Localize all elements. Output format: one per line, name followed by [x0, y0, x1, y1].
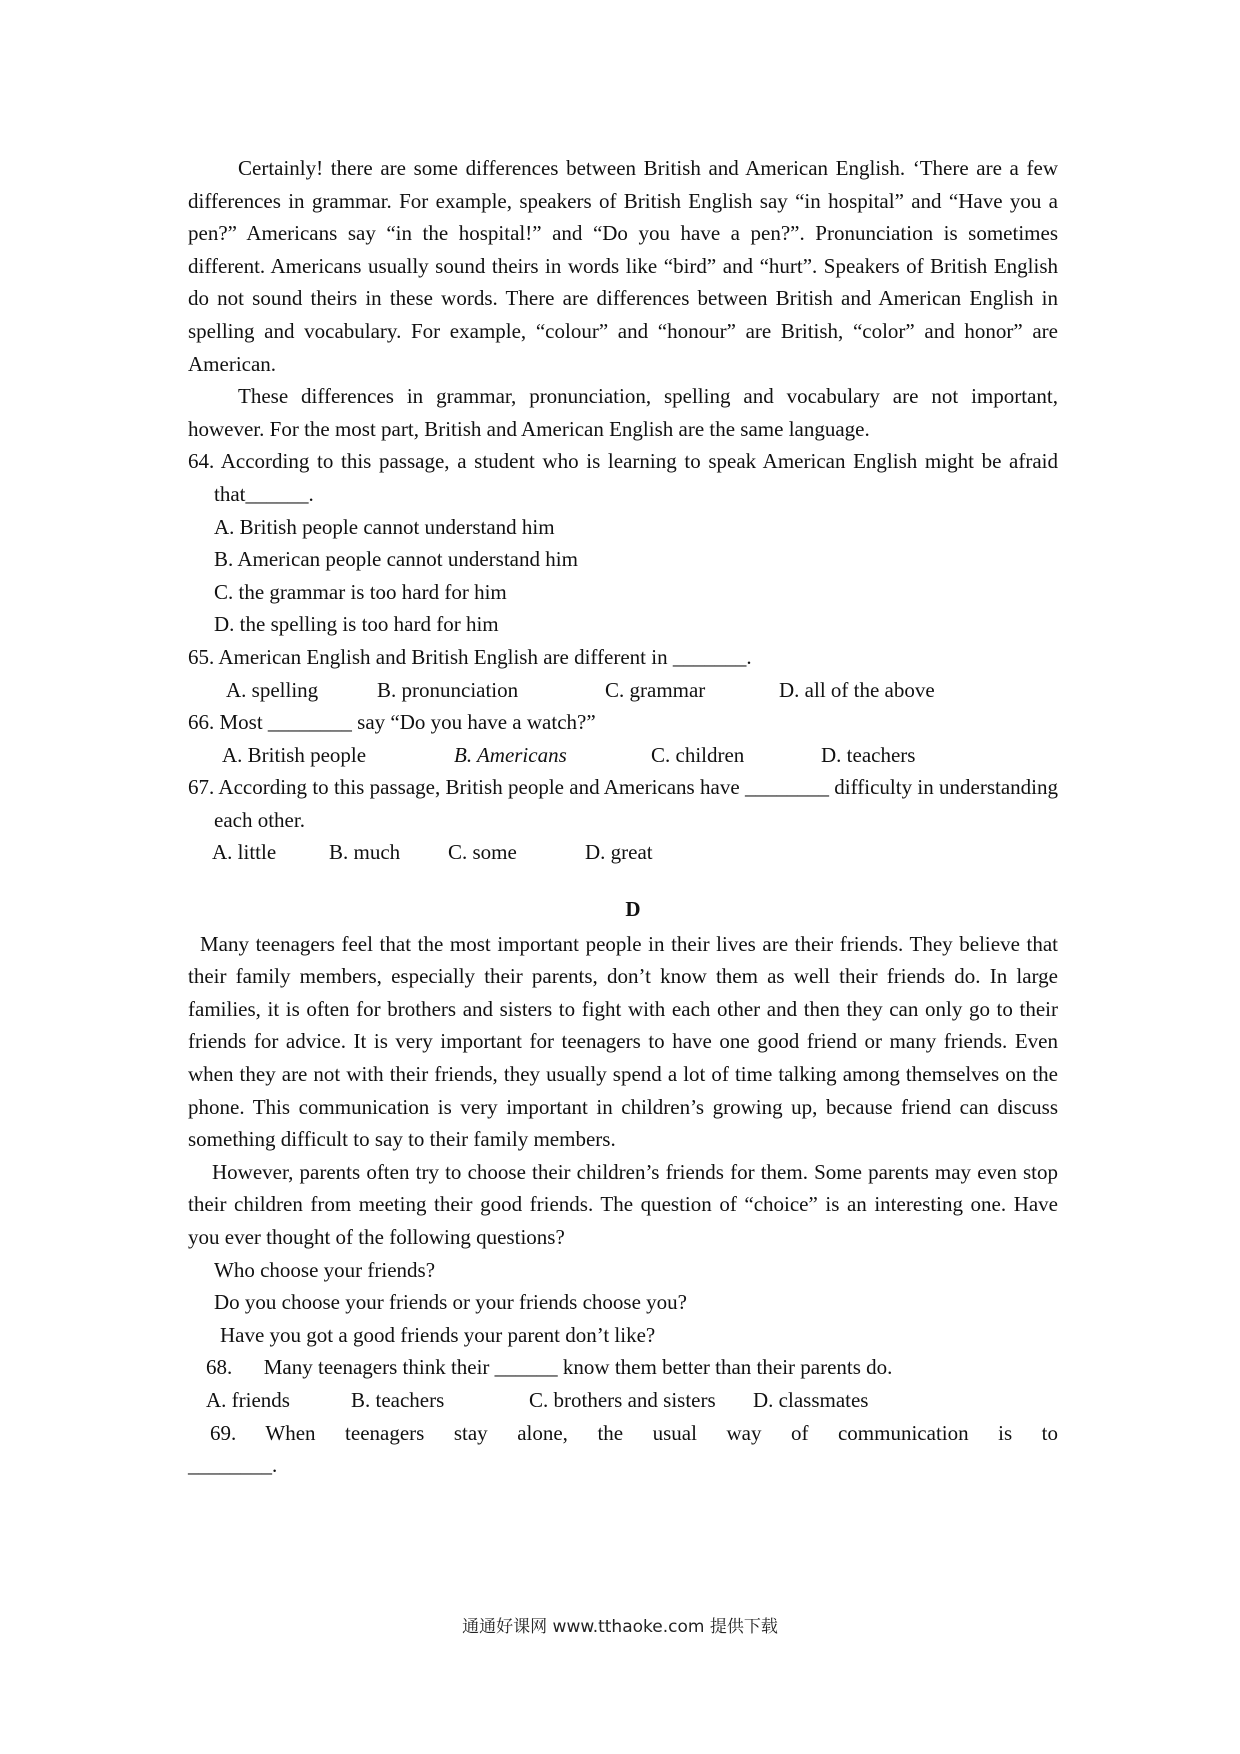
- question-65: [188, 641, 1058, 706]
- question-67-stem: 67. According to this passage, British people and Americans have ________ difficulty in understanding each other.: [188, 775, 1058, 832]
- passage-d-question-line-2: Do you choose your friends or your friends choose you?: [214, 1290, 687, 1315]
- page-footer: 通通好课网 www.tthaoke.com 提供下载: [462, 1617, 778, 1637]
- question-69: [188, 1417, 1058, 1482]
- question-65-option-c: C. grammar: [605, 677, 706, 702]
- question-66-option-d: D. teachers: [821, 742, 916, 767]
- question-68: [188, 1351, 1058, 1416]
- question-67-options: [188, 836, 1058, 869]
- question-65-option-b: B. pronunciation: [377, 677, 519, 702]
- question-68-option-c: C. brothers and sisters: [529, 1387, 716, 1412]
- question-68-option-d: D. classmates: [753, 1387, 869, 1412]
- question-69-stem: 69. When teenagers stay alone, the usual way of communication is to: [210, 1420, 1058, 1445]
- question-68-option-b: B. teachers: [351, 1387, 445, 1412]
- question-67-option-a: A. little: [212, 840, 277, 865]
- question-64: [188, 445, 1058, 641]
- question-65-option-a: A. spelling: [226, 677, 319, 702]
- question-66-stem: 66. Most ________ say “Do you have a watch?”: [188, 710, 596, 735]
- section-d-heading: D: [625, 897, 641, 922]
- question-65-option-d: D. all of the above: [779, 677, 935, 702]
- passage-d-paragraph-1: Many teenagers feel that the most important people in their lives are their friends. They believe that their family members, especially their parents, don’t know them as well their friends do. In large families, it is often for brothers and sisters to fight with each other and then they can only go to their friends for advice. It is very important for teenagers to have one good friend or many friends. Even when they are not with their friends, they usually spend a lot of time talking among themselves on the phone. This communication is very important in children’s growing up, because friend can discuss something difficult to say to their family members.: [188, 931, 1058, 1152]
- question-66-option-c: C. children: [651, 742, 745, 767]
- question-64-option-d: D. the spelling is too hard for him: [214, 612, 499, 637]
- question-68-stem: 68. Many teenagers think their ______ know them better than their parents do.: [206, 1355, 893, 1380]
- passage-c-paragraph-2: These differences in grammar, pronunciation, spelling and vocabulary are not important, however. For the most part, British and American English are the same language.: [188, 384, 1058, 441]
- passage-c-paragraph-1: Certainly! there are some differences between British and American English. ‘There are a few differences in grammar. For example, speakers of British English say “in hospital” and “Have you a pen?” Americans say “in the hospital!” and “Do you have a pen?”. Pronunciation is sometimes different. Americans usually sound theirs in words like “bird” and “hurt”. Speakers of British English do not sound theirs in these words. There are differences between British and American English in spelling and vocabulary. For example, “colour” and “honour” are British, “color” and honor” are American.: [188, 156, 1058, 376]
- question-67: [188, 771, 1058, 869]
- question-68-option-a: A. friends: [206, 1387, 290, 1412]
- question-65-options: [188, 674, 1058, 707]
- question-64-option-c: C. the grammar is too hard for him: [214, 579, 507, 604]
- question-68-options: [188, 1384, 1058, 1417]
- question-67-option-d: D. great: [585, 840, 653, 865]
- passage-d-paragraph-2: However, parents often try to choose their children’s friends for them. Some parents may even stop their children from meeting their good friends. The question of “choice” is an interesting one. Have you ever thought of the following questions?: [188, 1159, 1058, 1249]
- question-66-option-b: B. Americans: [454, 742, 567, 767]
- passage-d-question-line-1: Who choose your friends?: [214, 1257, 436, 1282]
- question-66-option-a: A. British people: [222, 742, 367, 767]
- question-64-stem: 64. According to this passage, a student who is learning to speak American English might be afraid that______.: [188, 449, 1058, 506]
- question-64-option-a: A. British people cannot understand him: [214, 514, 555, 539]
- passage-d-question-line-3: Have you got a good friends your parent don’t like?: [220, 1322, 656, 1347]
- exam-page: [188, 152, 1058, 1482]
- question-66: [188, 706, 1058, 771]
- question-69-blank: ________.: [188, 1453, 278, 1478]
- question-67-option-c: C. some: [448, 840, 517, 865]
- question-65-stem: 65. American English and British English are different in _______.: [188, 644, 752, 669]
- question-67-option-b: B. much: [329, 840, 401, 865]
- question-64-option-b: B. American people cannot understand him: [214, 547, 578, 572]
- question-66-options: [188, 739, 1058, 772]
